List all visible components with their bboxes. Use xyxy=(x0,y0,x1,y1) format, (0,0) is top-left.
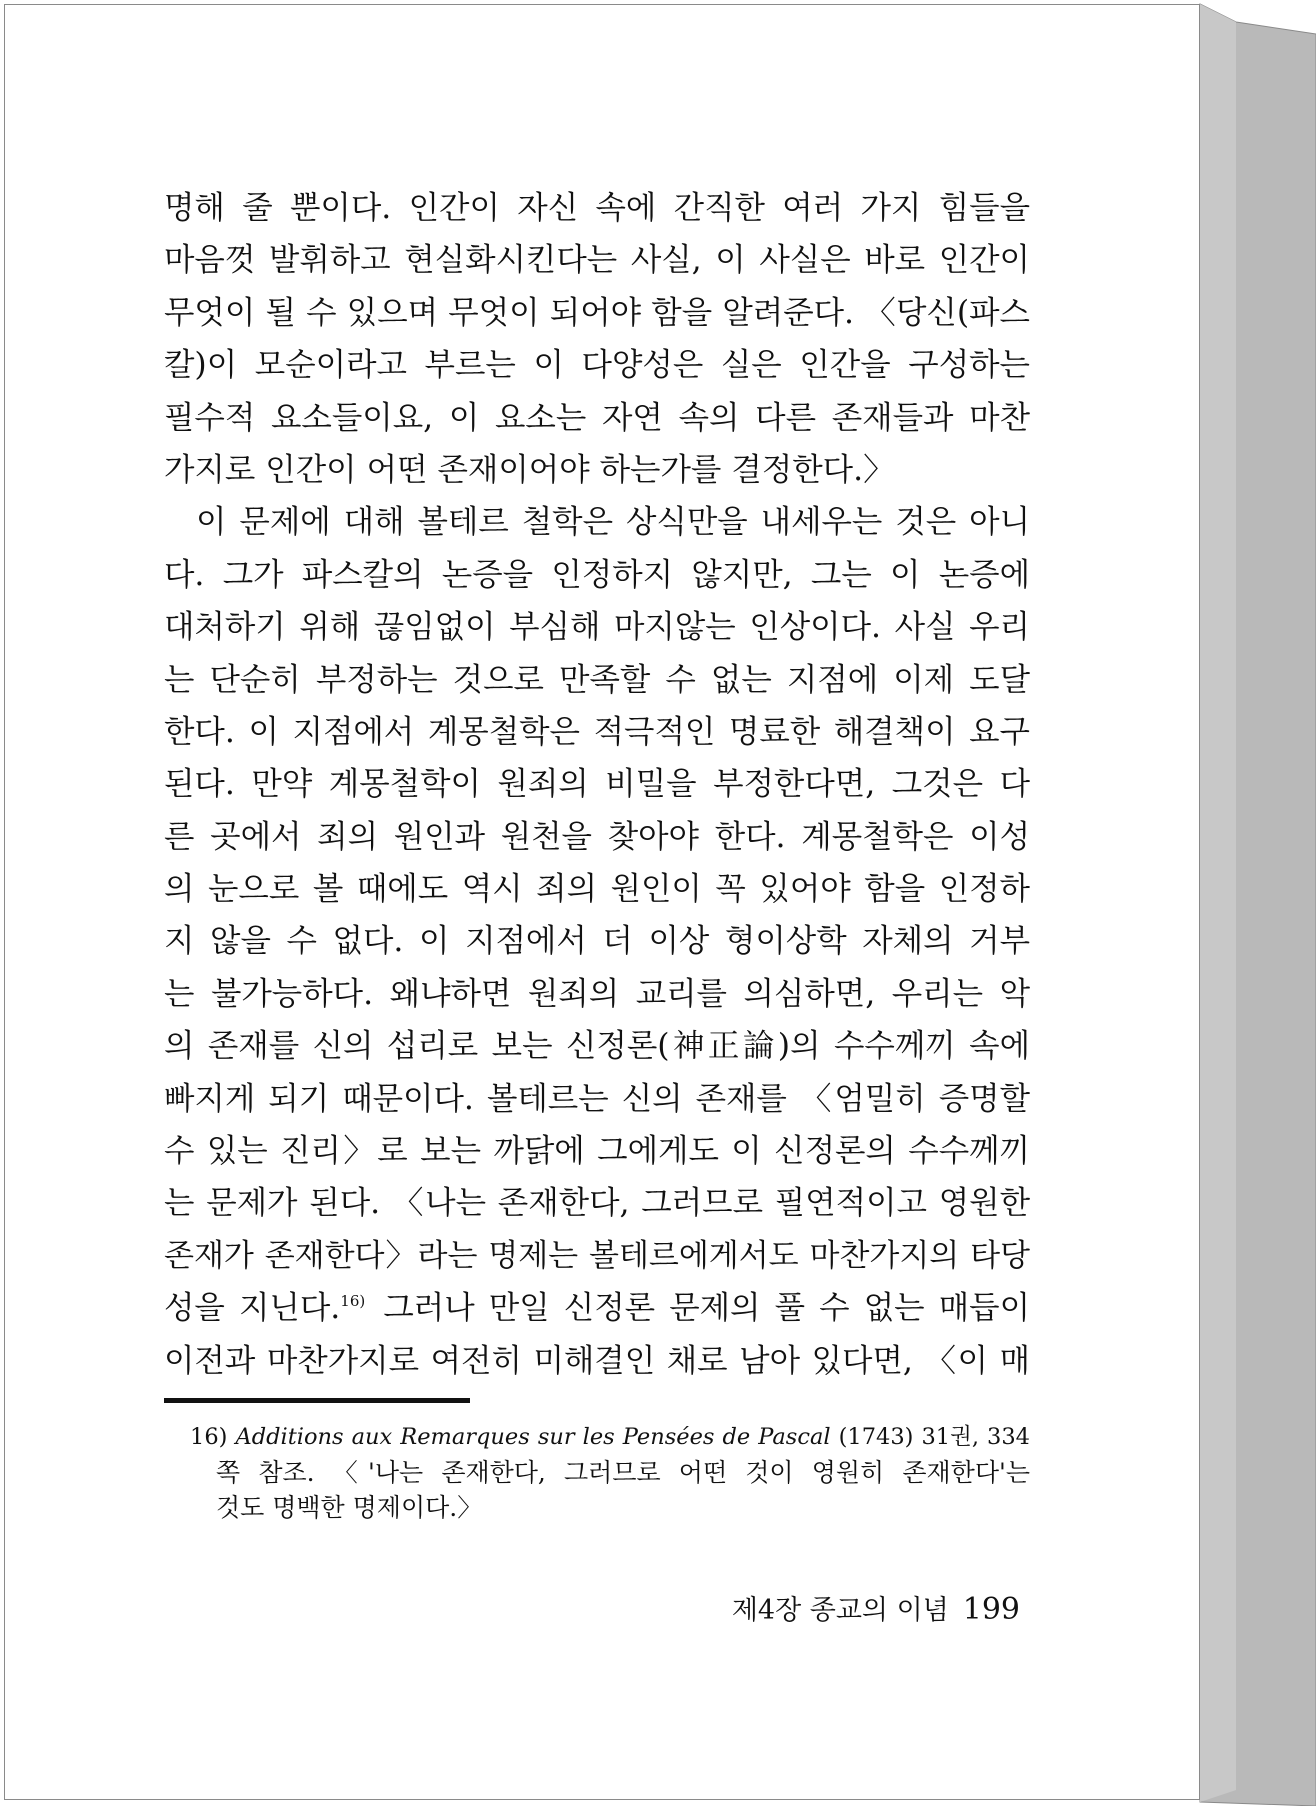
text-line: 빠지게 되기 때문이다. 볼테르는 신의 존재를 〈엄밀히 증명할 xyxy=(164,1080,1030,1117)
text-line: 는 문제가 된다. 〈나는 존재한다, 그러므로 필연적이고 영원한 xyxy=(164,1185,1030,1222)
text-line: 의 눈으로 볼 때에도 역시 죄의 원인이 꼭 있어야 함을 인정하 xyxy=(164,871,1030,908)
line-segment: 그러나 만일 신정론 문제의 풀 수 없는 매듭이 xyxy=(369,1290,1031,1327)
text-line: 된다. 만약 계몽철학이 원죄의 비밀을 부정한다면, 그것은 다 xyxy=(164,766,1030,803)
text-line: 수 있는 진리〉로 보는 까닭에 그에게도 이 신정론의 수수께끼 xyxy=(164,1133,1030,1170)
footnote-source-title: Additions aux Remarques sur les Pensées de Pascal xyxy=(235,1424,831,1450)
text-line: 는 단순히 부정하는 것으로 만족할 수 없는 지점에 이제 도달 xyxy=(164,661,1030,698)
text-line: 칼)이 모순이라고 부르는 이 다양성은 실은 인간을 구성하는 xyxy=(164,347,1030,384)
line-segment: 성을 지닌다. xyxy=(164,1290,341,1327)
page-number: 199 xyxy=(962,1592,1020,1627)
text-line: 다. 그가 파스칼의 논증을 인정하지 않지만, 그는 이 논증에 xyxy=(164,556,1030,593)
footnote xyxy=(190,1420,1030,1525)
footnote-reference[interactable]: 16) xyxy=(340,1292,366,1311)
text-line: 른 곳에서 죄의 원인과 원천을 찾아야 한다. 계몽철학은 이성 xyxy=(164,818,1030,855)
text-line: 가지로 인간이 어떤 존재이어야 하는가를 결정한다.〉 xyxy=(164,451,895,488)
text-line: 의 존재를 신의 섭리로 보는 신정론(神正論)의 수수께끼 속에 xyxy=(164,1028,1030,1065)
footnote-line xyxy=(190,1420,1030,1455)
text-line: 필수적 요소들이요, 이 요소는 자연 속의 다른 존재들과 마찬 xyxy=(164,399,1030,436)
text-line: 무엇이 될 수 있으며 무엇이 되어야 함을 알려준다. 〈당신(파스 xyxy=(164,294,1030,331)
text-line: 마음껏 발휘하고 현실화시킨다는 사실, 이 사실은 바로 인간이 xyxy=(164,242,1030,279)
text-line: 는 불가능하다. 왜냐하면 원죄의 교리를 의심하면, 우리는 악 xyxy=(164,975,1030,1012)
footnote-number: 16) xyxy=(190,1424,228,1450)
text-line: 대처하기 위해 끊임없이 부심해 마지않는 인상이다. 사실 우리 xyxy=(164,609,1030,646)
chapter-title: 제4장 종교의 이념 xyxy=(731,1595,949,1626)
running-footer xyxy=(600,1588,1020,1627)
text-line: 지 않을 수 없다. 이 지점에서 더 이상 형이상학 자체의 거부 xyxy=(164,923,1030,960)
footnote-line: 것도 명백한 명제이다.〉 xyxy=(216,1493,483,1522)
text-line: 존재가 존재한다〉라는 명제는 볼테르에게서도 마찬가지의 타당 xyxy=(164,1237,1030,1274)
footnote-divider xyxy=(164,1398,470,1403)
text-line: 이전과 마찬가지로 여전히 미해결인 채로 남아 있다면, 〈이 매 xyxy=(164,1342,1030,1379)
paragraph-first-line: 이 문제에 대해 볼테르 철학은 상식만을 내세우는 것은 아니 xyxy=(196,504,1030,541)
body-text xyxy=(164,182,1030,1387)
text-line-with-footnote-ref xyxy=(164,1282,1030,1334)
footnote-line: 쪽 참조. 〈'나는 존재한다, 그러므로 어떤 것이 영원히 존재한다'는 xyxy=(216,1458,1030,1487)
text-line: 명해 줄 뿐이다. 인간이 자신 속에 간직한 여러 가지 힘들을 xyxy=(164,190,1030,226)
text-line: 한다. 이 지점에서 계몽철학은 적극적인 명료한 해결책이 요구 xyxy=(164,713,1030,750)
footnote-citation: (1743) 31권, 334 xyxy=(830,1424,1030,1450)
